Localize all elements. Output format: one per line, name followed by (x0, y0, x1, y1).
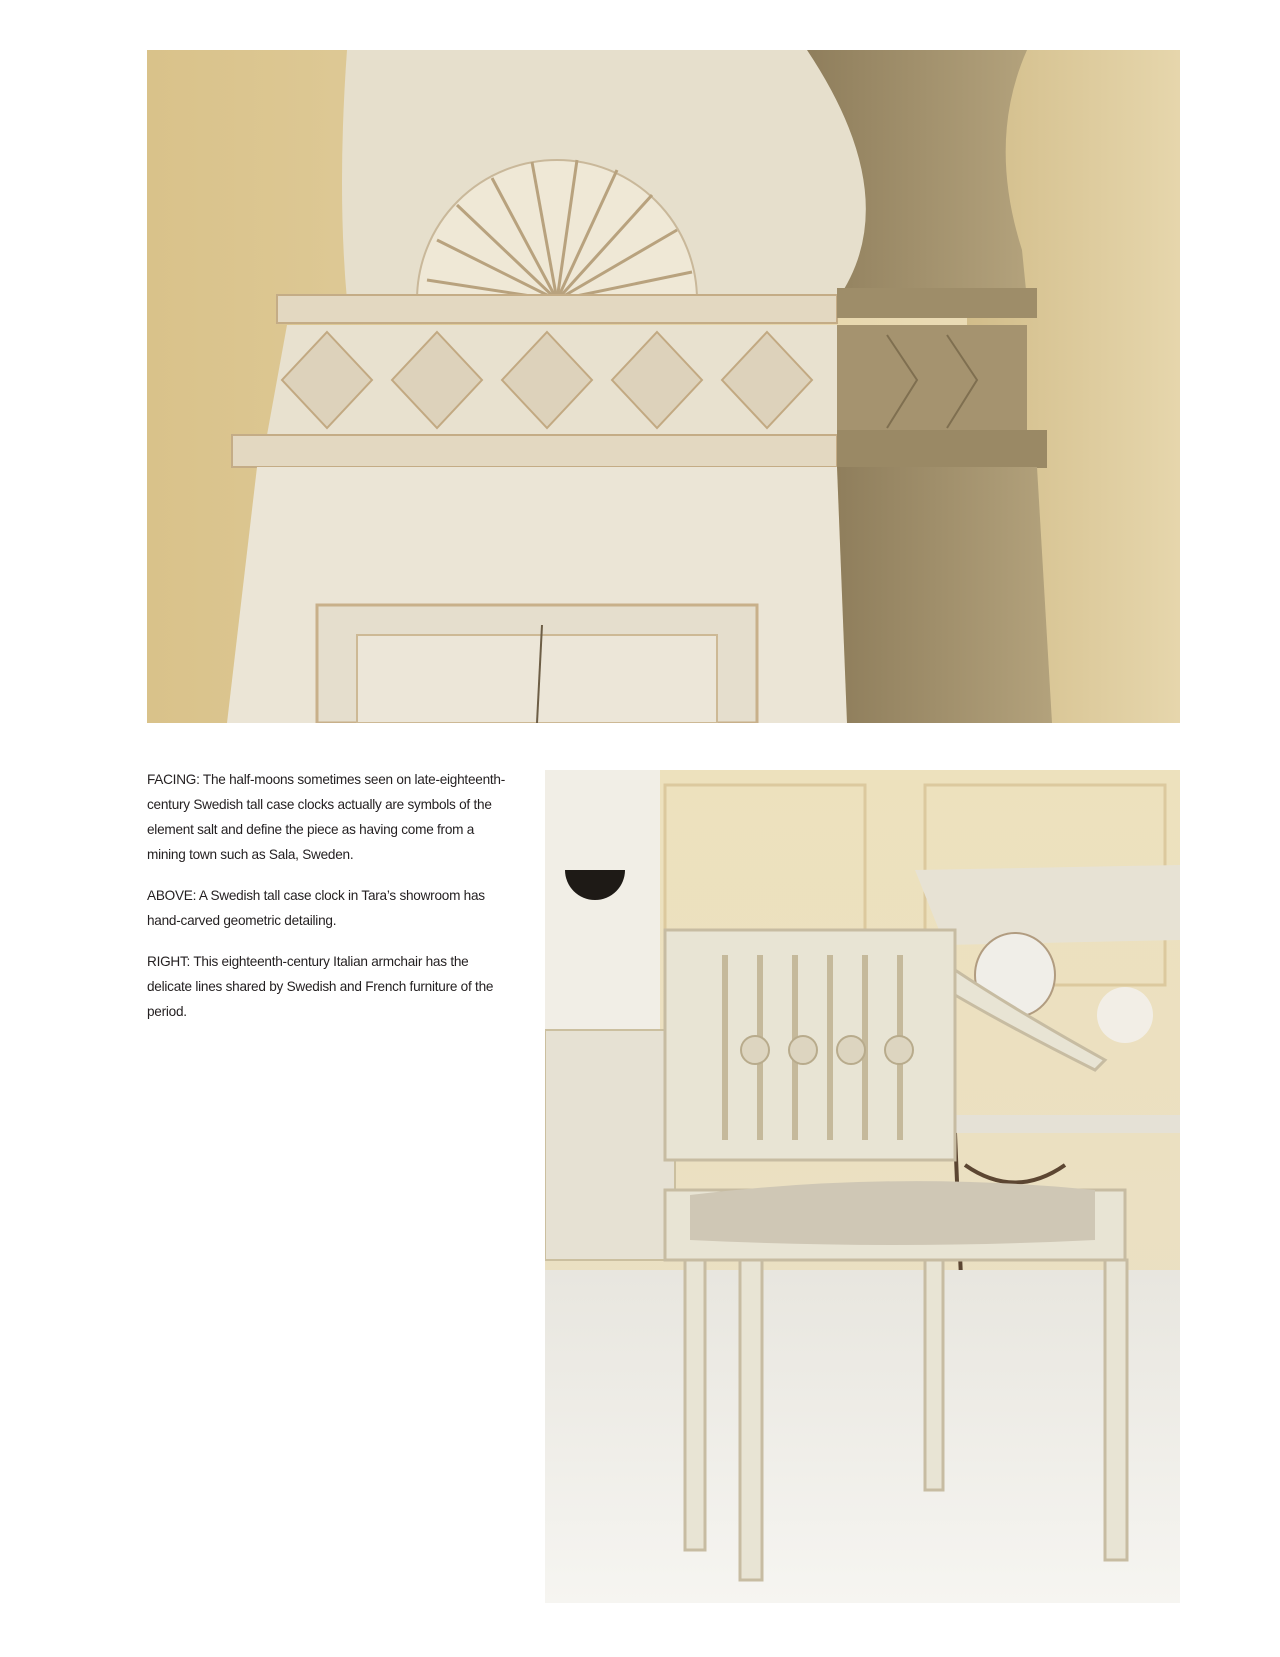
caption-right: RIGHT: This eighteenth-century Italian armchair has the delicate lines shared by Swedish and French furniture of the period. (147, 954, 494, 1019)
caption-facing: FACING: The half-moons sometimes seen on late-eighteenth-century Swedish tall case clocks actually are symbols of the element salt and define the piece as having come from a mining town such as Sala, Sweden. (147, 772, 505, 862)
captions (147, 767, 507, 1040)
caption-above: ABOVE: A Swedish tall case clock in Tara’s showroom has hand-carved geometric detailing. (147, 888, 485, 928)
armchair-photo (545, 770, 1180, 1603)
clock-detail-photo (147, 50, 1180, 723)
